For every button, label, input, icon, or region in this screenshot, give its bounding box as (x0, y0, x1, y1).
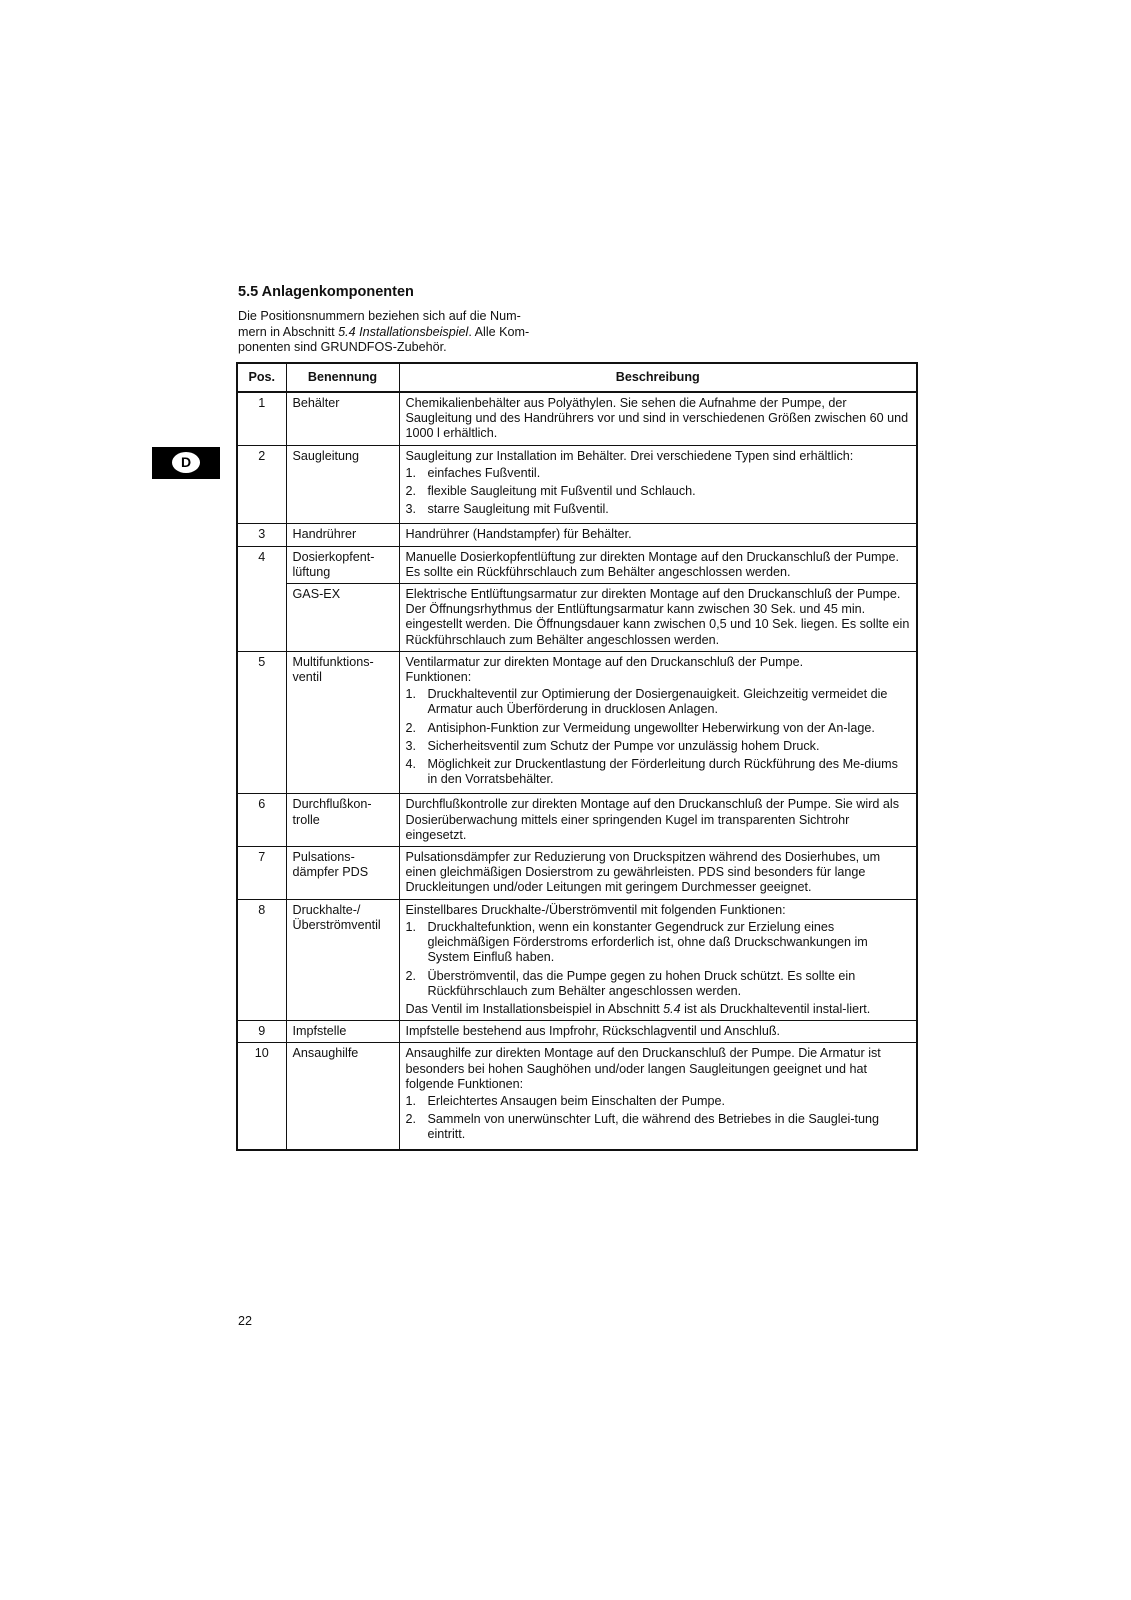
list-item: 2. Überströmventil, das die Pumpe gegen zu hohen Druck schützt. Es sollte ein Rückführschlauch zum Behälter angeschlossen werden. (405, 968, 856, 998)
cell-name: Impfstelle (286, 1021, 399, 1043)
cell-name: Behälter (286, 392, 399, 445)
header-name: Benennung (286, 363, 399, 392)
list-item: 4. Möglichkeit zur Druckentlastung der Förderleitung durch Rückführung des Me-diums in den Vorratsbehälter. (405, 757, 898, 787)
cell-description (399, 899, 917, 1020)
language-tab-label: D (172, 452, 200, 473)
header-desc: Beschreibung (399, 363, 917, 392)
cell-pos: 9 (237, 1021, 286, 1043)
cell-name: Pulsations- dämpfer PDS (286, 847, 399, 900)
cell-pos: 3 (237, 524, 286, 546)
list-item: 3. Sicherheitsventil zum Schutz der Pumpe vor unzulässig hohem Druck. (405, 738, 820, 753)
table-row (237, 1021, 917, 1043)
function-list (406, 920, 911, 999)
cell-pos: 1 (237, 392, 286, 445)
description-text: Ansaughilfe zur direkten Montage auf den Druckanschluß der Pumpe. Die Armatur ist besonders bei hohen Saughöhen und/oder langen Saugleitungen geeignet und hat folgende Funktionen: (405, 1046, 881, 1091)
list-item: 2. Sammeln von unerwünschter Luft, die während des Betriebes in die Sauglei-tung eintritt. (405, 1112, 880, 1142)
table-row (237, 392, 917, 445)
table-row (237, 1043, 917, 1150)
table-row (237, 794, 917, 847)
components-table (236, 362, 918, 1151)
cell-description (399, 392, 917, 445)
description-text: Durchflußkontrolle zur direkten Montage auf den Druckanschluß der Pumpe. Sie wird als Dosierüberwachung mittels einer springenden Kugel im transparenten Sichtrohr eingesetzt. (405, 797, 899, 842)
table-row (237, 584, 917, 652)
page-number: 22 (238, 1314, 253, 1328)
intro-line-2b: . Alle Kom- (468, 324, 530, 339)
table-row (237, 847, 917, 900)
cell-pos: 5 (237, 651, 286, 794)
cell-description (399, 1043, 917, 1150)
intro-line-1: Die Positionsnummern beziehen sich auf die Num- (238, 309, 521, 323)
description-note: Das Ventil im Installationsbeispiel in Abschnitt 5.4 ist als Druckhalteventil instal-liert. (405, 1001, 871, 1016)
cell-pos: 8 (237, 899, 286, 1020)
cell-name: Dosierkopfent- lüftung (286, 546, 399, 583)
cell-description (399, 445, 917, 524)
cell-pos: 2 (237, 445, 286, 524)
cell-pos: 4 (237, 546, 286, 651)
cell-description (399, 524, 917, 546)
cell-name: Handrührer (286, 524, 399, 546)
section-heading: 5.5 Anlagenkomponenten (238, 284, 414, 300)
list-item: 1. einfaches Fußventil. (405, 465, 541, 480)
list-item: 1. Druckhaltefunktion, wenn ein konstanter Gegendruck zur Erzielung eines gleichmäßigen Förderstroms erforderlich ist, ohne daß Druckschwankungen im System Einfluß haben. (405, 919, 868, 965)
list-item: 1. Erleichtertes Ansaugen beim Einschalten der Pumpe. (405, 1093, 726, 1108)
table-row (237, 546, 917, 583)
cell-name: Saugleitung (286, 445, 399, 524)
table-row (237, 524, 917, 546)
cell-pos: 6 (237, 794, 286, 847)
table-row (237, 899, 917, 1020)
list-item: 3. starre Saugleitung mit Fußventil. (405, 502, 609, 517)
description-text: Impfstelle bestehend aus Impfrohr, Rückschlagventil und Anschluß. (405, 1024, 781, 1039)
intro-reference: 5.4 Installationsbeispiel (338, 324, 469, 339)
cell-description (399, 847, 917, 900)
cell-description (399, 651, 917, 794)
cell-description (399, 1021, 917, 1043)
cell-description (399, 546, 917, 583)
cell-description (399, 794, 917, 847)
description-text: Handrührer (Handstampfer) für Behälter. (405, 527, 632, 542)
table-row (237, 445, 917, 524)
cell-name: Ansaughilfe (286, 1043, 399, 1150)
list-item: 2. flexible Saugleitung mit Fußventil und Schlauch. (405, 484, 696, 499)
cell-name: Multifunktions- ventil (286, 651, 399, 794)
function-list (406, 466, 911, 518)
description-text: Chemikalienbehälter aus Polyäthylen. Sie sehen die Aufnahme der Pumpe, der Saugleitung und des Handrührers vor und sind in verschiedenen Größen zwischen 60 und 1000 l erhältlich. (405, 396, 909, 441)
intro-paragraph (238, 309, 578, 356)
cell-description (399, 584, 917, 652)
function-list (406, 687, 911, 787)
description-text: Saugleitung zur Installation im Behälter. Drei verschiedene Typen sind erhältlich: (405, 448, 854, 463)
function-list (406, 1094, 911, 1143)
cell-pos: 7 (237, 847, 286, 900)
description-text: Elektrische Entlüftungsarmatur zur direkten Montage auf den Druckanschluß der Pumpe. Der Öffnungsrhythmus der Entlüftungsarmatur kann zwischen 30 Sek. und 45 min. eingestellt werden. Die Öffnungsdauer kann zwischen 0,5 und 10 Sek. liegen. Es sollte ein Rückführschlauch zum Behälter angeschlossen werden. (405, 587, 910, 647)
description-text: Einstellbares Druckhalte-/Überströmventil mit folgenden Funktionen: (405, 902, 786, 917)
list-item: 2. Antisiphon-Funktion zur Vermeidung ungewollter Heberwirkung von der An-lage. (405, 720, 875, 735)
cell-name: Druckhalte-/ Überströmventil (286, 899, 399, 1020)
description-text: Pulsationsdämpfer zur Reduzierung von Druckspitzen während des Dosierhubes, um einen gleichmäßigen Dosierstrom zu gewährleisten. PDS sind besonders für lange Druckleitungen und/oder Leitungen mit geringem Durchmesser geeignet. (405, 850, 881, 895)
description-text: Ventilarmatur zur direkten Montage auf den Druckanschluß der Pumpe. Funktionen: (405, 654, 804, 685)
cell-pos: 10 (237, 1043, 286, 1150)
table-row (237, 651, 917, 794)
intro-line-2a: mern in Abschnitt (238, 324, 339, 339)
language-tab (152, 447, 220, 479)
table-header-row (237, 363, 917, 392)
cell-name: GAS-EX (286, 584, 399, 652)
description-text: Manuelle Dosierkopfentlüftung zur direkten Montage auf den Druckanschluß der Pumpe. Es sollte ein Rückführschlauch zum Behälter angeschlossen werden. (405, 549, 900, 579)
cell-name: Durchflußkon- trolle (286, 794, 399, 847)
list-item: 1. Druckhalteventil zur Optimierung der Dosiergenauigkeit. Gleichzeitig vermeidet die Armatur auch Überförderung in drucklosen Anlagen. (405, 687, 888, 717)
header-pos: Pos. (237, 363, 286, 392)
intro-line-3: ponenten sind GRUNDFOS-Zubehör. (238, 340, 447, 354)
